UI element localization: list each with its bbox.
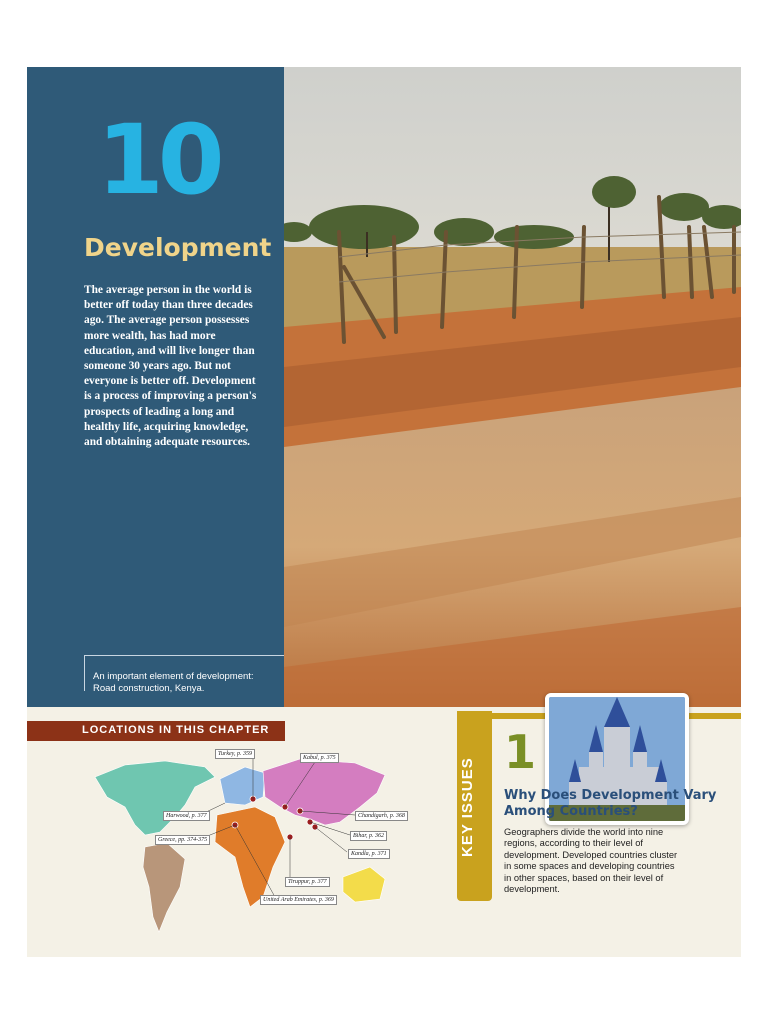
chapter-side-panel — [27, 67, 284, 707]
chapter-number: 10 — [97, 104, 219, 216]
map-africa — [215, 807, 285, 907]
map-label-kabul: Kabul, p. 375 — [300, 753, 339, 763]
map-south-america — [143, 843, 185, 932]
caption-leader-line — [84, 655, 299, 656]
chapter-title: Development — [84, 233, 272, 262]
locations-heading: LOCATIONS IN THIS CHAPTER — [82, 724, 270, 736]
photo-caption: An important element of development: Road construction, Kenya. — [93, 671, 254, 694]
map-label-bihar: Bihar, p. 362 — [350, 831, 387, 841]
bottom-section — [27, 707, 741, 957]
map-label-kandla: Kandla, p. 371 — [348, 849, 390, 859]
world-map — [85, 747, 415, 947]
key-issues-label: KEY ISSUES — [459, 757, 476, 857]
world-map-graphic — [85, 747, 415, 947]
map-label-turkey: Turkey, p. 359 — [215, 749, 255, 759]
chapter-opener-page — [27, 67, 741, 957]
map-label-chandigarh: Chandigarh, p. 368 — [355, 811, 408, 821]
key-issue-title: Why Does Development Vary Among Countries? — [504, 788, 717, 819]
map-north-america — [95, 761, 215, 835]
map-europe — [220, 767, 265, 805]
map-label-tiruppur: Tiruppur, p. 377 — [285, 877, 330, 887]
map-label-greece: Greece, pp. 374-375 — [155, 835, 210, 845]
key-issue-number: 1 — [504, 725, 537, 779]
map-label-harwood: Harwood, p. 377 — [163, 811, 210, 821]
map-australia — [343, 867, 385, 902]
map-label-uae: United Arab Emirates, p. 369 — [260, 895, 337, 905]
road-construction-photo — [284, 67, 741, 707]
chapter-intro: The average person in the world is better off today than three decades ago. The average person possesses more wealth, has had more education, and will live longer than someone 30 years ago. But not everyone is better off. Development is a process of improving a person's prospects of leading a long and healthy life, acquiring knowledge, and obtaining adequate resources. — [84, 284, 257, 449]
caption-leader-tick — [84, 655, 85, 691]
key-issue-text: Geographers divide the world into nine regions, according to their level of development. Developed countries cluster in some spaces and developing countries in other spaces, based on their level of development. — [504, 827, 678, 895]
